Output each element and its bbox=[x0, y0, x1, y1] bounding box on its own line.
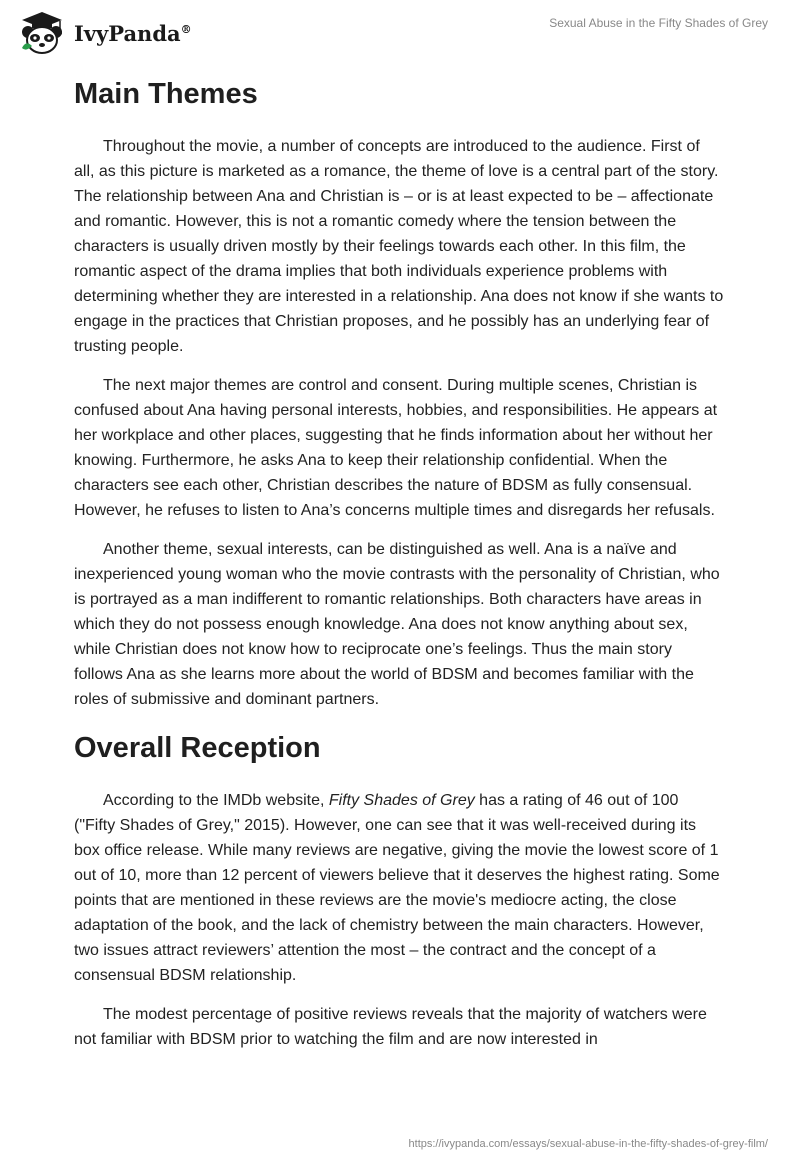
paragraph bbox=[74, 788, 724, 988]
section-heading-overall-reception: Overall Reception bbox=[74, 732, 321, 764]
paragraph: Throughout the movie, a number of concepts are introduced to the audience. First of all, as this picture is marketed as a romance, the theme of love is a central part of the story. The relationship between Ana and Christian is – or is at least expected to be – affectionate and romantic. However, this is not a romantic comedy where the tension between the characters is usually driven mostly by their feelings towards each other. In this film, the romantic aspect of the drama implies that both individuals experience problems with determining whether they are interested in a relationship. Ana does not know if she wants to engage in the practices that Christian proposes, and he possibly has an underlying fear of trusting people. bbox=[74, 138, 724, 355]
page-header bbox=[0, 0, 800, 70]
film-title: Fifty Shades of Grey bbox=[328, 792, 475, 809]
paragraph: The modest percentage of positive reviews reveals that the majority of watchers were not familiar with BDSM prior to watching the film and are now interested in bbox=[74, 1006, 707, 1048]
source-url[interactable]: https://ivypanda.com/essays/sexual-abuse-in-the-fifty-shades-of-grey-film/ bbox=[408, 1138, 768, 1150]
registered-mark: ® bbox=[180, 22, 192, 36]
brand-name-text: IvyPanda bbox=[74, 20, 181, 46]
document-title: Sexual Abuse in the Fifty Shades of Grey bbox=[549, 16, 768, 30]
brand-name bbox=[74, 21, 192, 46]
paragraph-text: has a rating of 46 out of 100 ("Fifty Shades of Grey," 2015). However, one can see that it was well-received during its box office release. While many reviews are negative, giving the movie the lowest score of 1 out of 10, more than 12 percent of viewers believe that it deserves the highest rating. Some points that are mentioned in these reviews are the movie's mediocre acting, the close adaptation of the book, and the lack of chemistry between the main characters. However, two issues attract reviewers’ attention the most – the contract and the concept of a consensual BDSM relationship. bbox=[74, 792, 720, 984]
essay-content bbox=[74, 70, 724, 1066]
paragraph: The next major themes are control and consent. During multiple scenes, Christian is confused about Ana having personal interests, hobbies, and responsibilities. He appears at her workplace and other places, suggesting that he finds information about her without her knowing. Furthermore, he asks Ana to keep their relationship confidential. When the characters see each other, Christian describes the nature of BDSM as fully consensual. However, he refuses to listen to Ana’s concerns multiple times and disregards her refusals. bbox=[74, 377, 718, 519]
section-heading-main-themes: Main Themes bbox=[74, 78, 258, 110]
panda-graduate-icon bbox=[16, 10, 68, 56]
brand-logo[interactable] bbox=[16, 10, 192, 56]
paragraph: Another theme, sexual interests, can be distinguished as well. Ana is a naïve and inexperienced young woman who the movie contrasts with the personality of Christian, who is portrayed as a man indifferent to romantic relationships. Both characters have areas in which they do not possess enough knowledge. Ana does not know anything about sex, while Christian does not know how to reciprocate one’s feelings. Thus the main story follows Ana as she learns more about the world of BDSM and becomes familiar with the roles of submissive and dominant partners. bbox=[74, 541, 720, 708]
paragraph-text: According to the IMDb website, bbox=[103, 792, 329, 809]
